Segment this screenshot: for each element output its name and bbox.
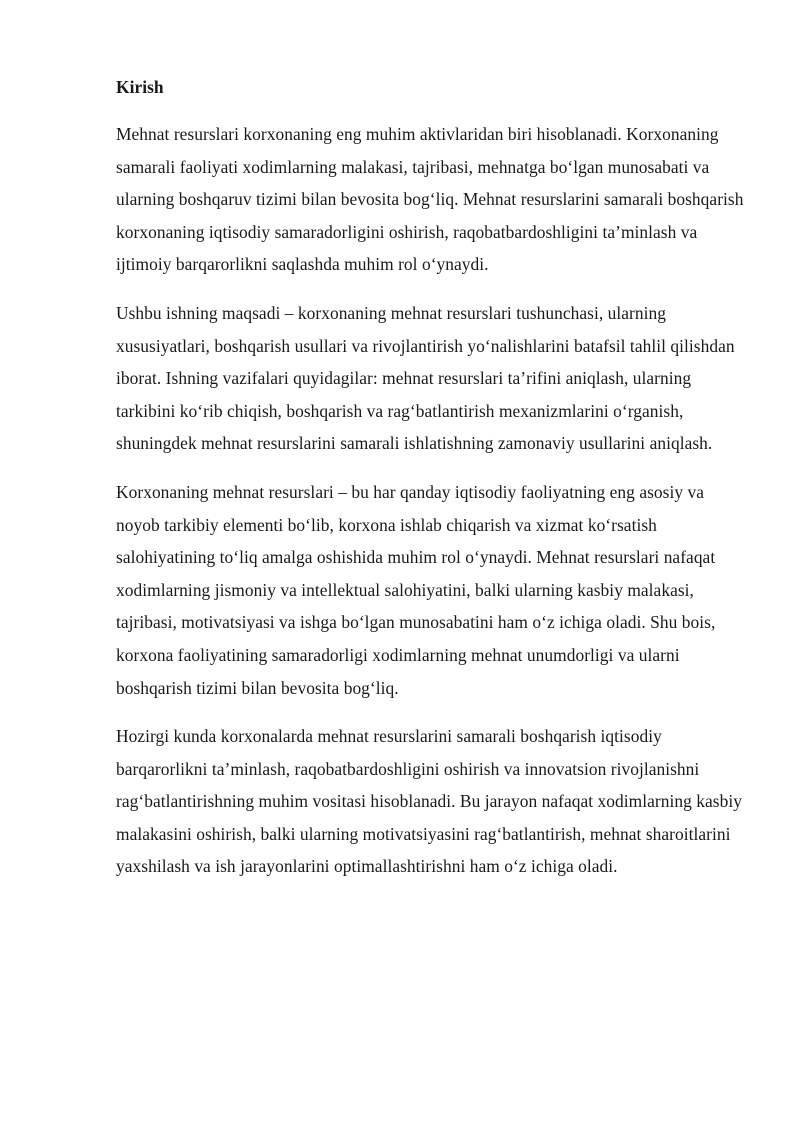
paragraph-2: Ushbu ishning maqsadi – korxonaning mehnat resurslari tushunchasi, ularning xususiyatlari, boshqarish usullari va rivojlantirish yo‘nalishlarini batafsil tahlil qilishdan iborat. Ishning vazifalari quyidagilar: mehnat resurslari ta’rifini aniqlash, ularning tarkibini ko‘rib chiqish, boshqarish va rag‘batlantirish mexanizmlarini o‘rganish, shuningdek mehnat resurslarini samarali ishlatishning zamonaviy usullarini aniqlash.	[116, 302, 735, 454]
document-body	[116, 74, 748, 899]
paragraph-1: Mehnat resurslari korxonaning eng muhim aktivlaridan biri hisoblanadi. Korxonaning samarali faoliyati xodimlarning malakasi, tajribasi, mehnatga bo‘lgan munosabati va ularning boshqaruv tizimi bilan bevosita bog‘liq. Mehnat resurslarini samarali boshqarish korxonaning iqtisodiy samaradorligini oshirish, raqobatbardoshligini ta’minlash va ijtimoiy barqarorlikni saqlashda muhim rol o‘ynaydi.	[116, 124, 744, 275]
paragraph-3: Korxonaning mehnat resurslari – bu har qanday iqtisodiy faoliyatning eng asosiy va noyob tarkibiy elementi bo‘lib, korxona ishlab chiqarish va xizmat ko‘rsatish salohiyatining to‘liq amalga oshishida muhim rol o‘ynaydi. Mehnat resurslari nafaqat xodimlarning jismoniy va intellektual salohiyatini, balki ularning kasbiy malakasi, tajribasi, motivatsiyasi va ishga bo‘lgan munosabatini ham o‘z ichiga oladi. Shu bois, korxona faoliyatining samaradorligi xodimlarning mehnat unumdorligi va ularni boshqarish tizimi bilan bevosita bog‘liq.	[116, 481, 716, 698]
paragraph-4: Hozirgi kunda korxonalarda mehnat resurslarini samarali boshqarish iqtisodiy barqarorlikni ta’minlash, raqobatbardoshligini oshirish va innovatsion rivojlanishni rag‘batlantirishning muhim vositasi hisoblanadi. Bu jarayon nafaqat xodimlarning kasbiy malakasini oshirish, balki ularning motivatsiyasini rag‘batlantirish, mehnat sharoitlarini yaxshilash va ish jarayonlarini optimallashtirishni ham o‘z ichiga oladi.	[116, 726, 742, 877]
section-heading: Kirish	[116, 77, 164, 97]
